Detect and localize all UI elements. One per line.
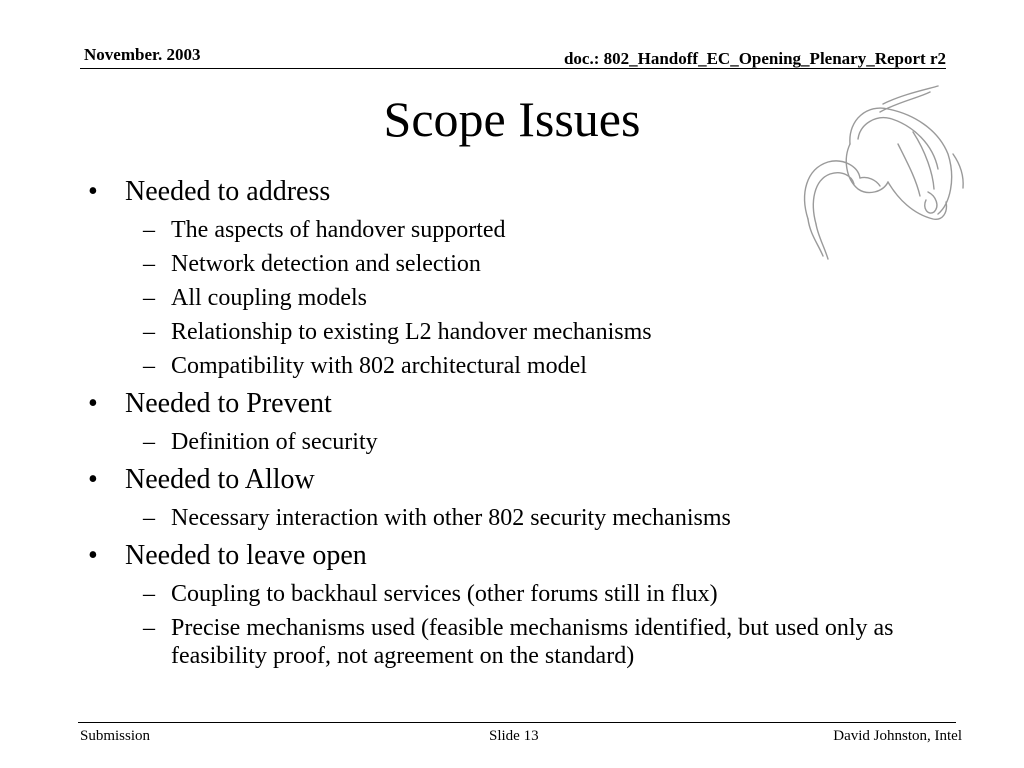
sub-text: Relationship to existing L2 handover mechanisms <box>171 319 652 345</box>
bullet-text: Needed to leave open <box>125 540 367 571</box>
sub-text: Precise mechanisms used (feasible mechanisms identified, but used only as feasibility proof, not agreement on the standard) <box>171 615 894 669</box>
sub-text: Necessary interaction with other 802 security mechanisms <box>171 505 731 531</box>
header-date: November. 2003 <box>84 45 201 64</box>
sub-item <box>88 428 968 456</box>
footer-author: David Johnston, Intel <box>833 728 962 744</box>
sub-text: Coupling to backhaul services (other forums still in flux) <box>171 581 718 607</box>
sub-item <box>88 318 968 346</box>
footer-divider <box>78 722 956 723</box>
dash-mark: – <box>143 581 155 607</box>
dash-mark: – <box>143 319 155 345</box>
sub-item <box>88 352 968 380</box>
bullet-list <box>88 172 968 670</box>
dash-mark: – <box>143 217 155 243</box>
header-divider <box>80 68 946 69</box>
sub-text: The aspects of handover supported <box>171 217 506 243</box>
bullet-item <box>88 462 968 498</box>
bullet-mark: • <box>88 388 98 419</box>
dash-mark: – <box>143 285 155 311</box>
dash-mark: – <box>143 505 155 531</box>
dash-mark: – <box>143 353 155 379</box>
sub-text: Definition of security <box>171 429 378 455</box>
sub-item <box>88 504 968 532</box>
sub-item <box>88 614 968 670</box>
bullet-mark: • <box>88 176 98 207</box>
footer-slide-number: Slide 13 <box>489 728 539 744</box>
sub-item <box>88 216 968 244</box>
footer-submission: Submission <box>80 728 151 744</box>
bullet-mark: • <box>88 540 98 571</box>
dash-mark: – <box>143 615 155 641</box>
sub-text: Compatibility with 802 architectural model <box>171 353 587 379</box>
bullet-text: Needed to Allow <box>125 464 315 495</box>
bullet-text: Needed to address <box>125 176 331 207</box>
bullet-item <box>88 174 968 210</box>
header-doc-id: doc.: 802_Handoff_EC_Opening_Plenary_Report r2 <box>563 49 946 68</box>
bullet-text: Needed to Prevent <box>125 388 332 419</box>
sub-item <box>88 284 968 312</box>
slide-title: Scope Issues <box>383 91 641 147</box>
bullet-item <box>88 538 968 574</box>
bullet-item <box>88 386 968 422</box>
sub-item <box>88 580 968 608</box>
sub-text: Network detection and selection <box>171 251 481 277</box>
sub-text: All coupling models <box>171 285 367 311</box>
bullet-mark: • <box>88 464 98 495</box>
dash-mark: – <box>143 251 155 277</box>
sub-item <box>88 250 968 278</box>
dash-mark: – <box>143 429 155 455</box>
